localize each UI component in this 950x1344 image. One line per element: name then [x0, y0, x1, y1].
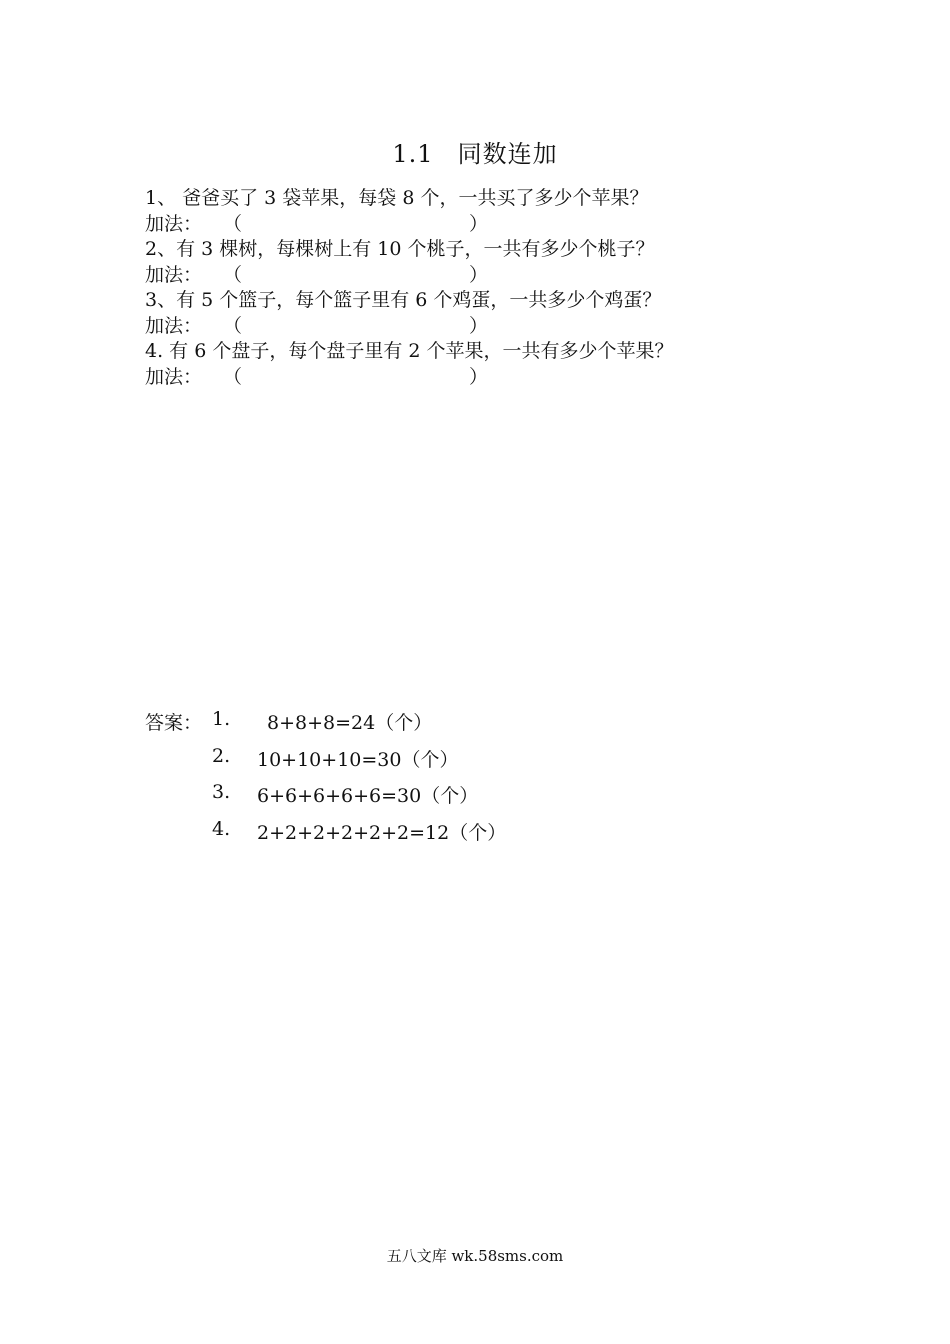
question-list	[145, 186, 825, 390]
page-title	[0, 134, 950, 169]
close-paren: ）	[469, 314, 489, 337]
answer-number: 3.	[212, 781, 231, 803]
question-text: 1、 爸爸买了 3 袋苹果，每袋 8 个，一共买了多少个苹果？	[145, 187, 649, 209]
open-paren: （	[223, 314, 243, 337]
answer-blank	[145, 212, 825, 238]
answer-key	[145, 708, 745, 854]
answer-number: 4.	[212, 817, 231, 840]
answer-row	[145, 745, 745, 782]
answer-blank	[145, 365, 825, 391]
open-paren: （	[223, 212, 243, 235]
answer-label: 加法：	[145, 314, 203, 337]
question-text: 4. 有 6 个盘子，每个盘子里有 2 个苹果，一共有多少个苹果？	[145, 340, 674, 362]
answer-blank	[145, 263, 825, 289]
answer-label: 加法：	[145, 263, 203, 286]
answer-blank	[145, 314, 825, 340]
close-paren: ）	[469, 263, 489, 286]
answer-row	[145, 818, 745, 855]
close-paren: ）	[469, 212, 489, 235]
open-paren: （	[223, 263, 243, 286]
answer-expression: 2+2+2+2+2+2=12（个）	[257, 821, 507, 844]
answer-label: 加法：	[145, 212, 203, 235]
footer-watermark: 五八文库 wk.58sms.com	[386, 1247, 564, 1265]
answer-label: 加法：	[145, 365, 203, 388]
close-paren: ）	[469, 365, 489, 388]
answer-expression: 10+10+10=30（个）	[257, 748, 459, 771]
answer-key-label: 答案：	[145, 712, 203, 734]
answer-number: 1.	[212, 708, 231, 730]
answer-row	[145, 708, 745, 745]
answer-expression: 6+6+6+6+6=30（个）	[257, 785, 479, 807]
answer-expression: 8+8+8=24（个）	[267, 712, 433, 734]
question-text: 3、有 5 个篮子，每个篮子里有 6 个鸡蛋，一共多少个鸡蛋？	[145, 289, 662, 311]
section-number: 1.1	[392, 140, 434, 168]
question-text: 2、有 3 棵树，每棵树上有 10 个桃子，一共有多少个桃子？	[145, 238, 655, 260]
answer-number: 2.	[212, 744, 231, 767]
open-paren: （	[223, 365, 243, 388]
answer-row	[145, 781, 745, 818]
section-title: 同数连加	[457, 140, 558, 168]
